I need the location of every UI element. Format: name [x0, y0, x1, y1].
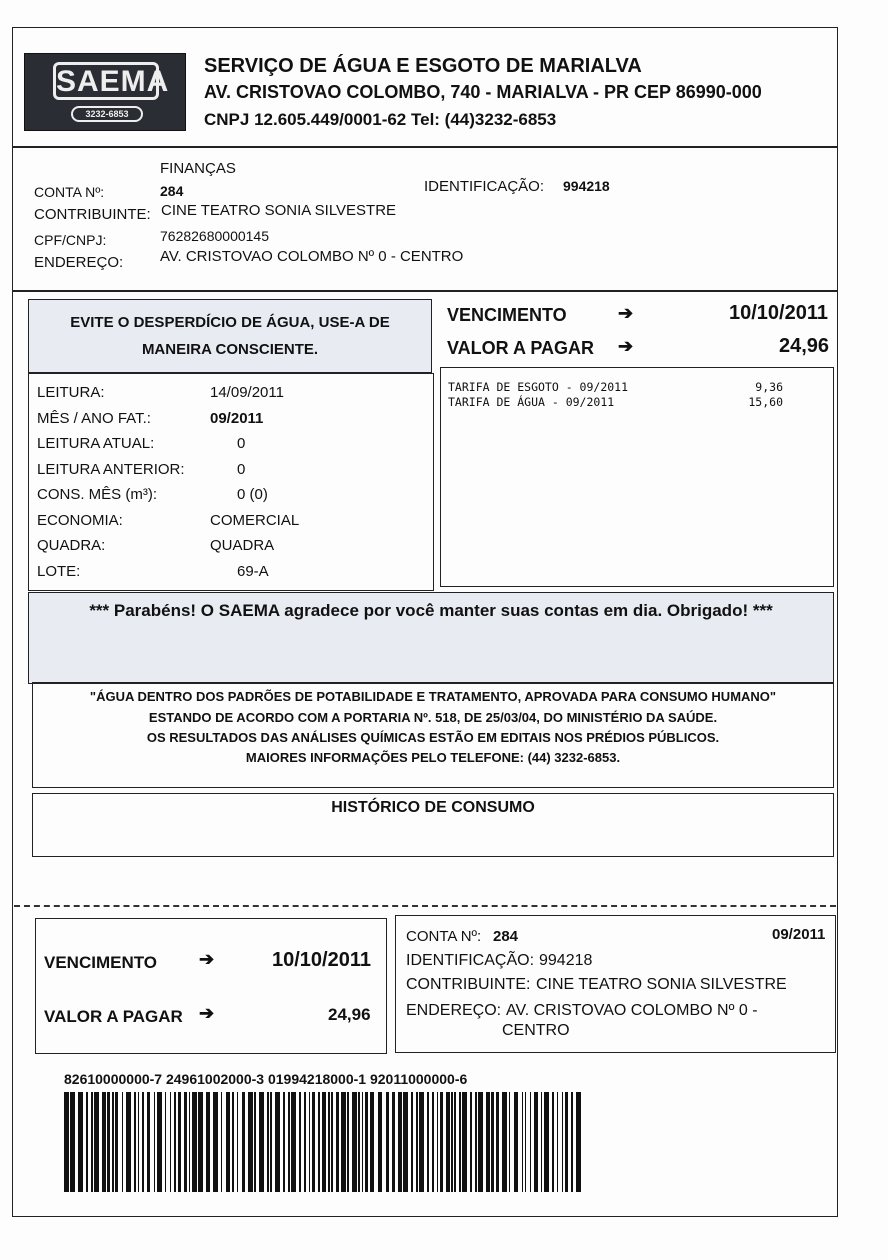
reading-label: QUADRA:	[37, 537, 106, 554]
charge-value: 9,36	[755, 380, 783, 394]
stub-ident-value: 994218	[539, 952, 593, 969]
conta-value: 284	[160, 183, 184, 199]
stub-conta-value: 284	[493, 928, 519, 945]
section-label: FINANÇAS	[160, 160, 236, 177]
history-box	[32, 793, 834, 857]
header-divider	[12, 146, 838, 148]
reading-label: LEITURA ATUAL:	[37, 435, 155, 452]
saema-logo	[24, 53, 186, 131]
stub-due-box	[35, 918, 387, 1054]
quality-line: MAIORES INFORMAÇÕES PELO TELEFONE: (44) 3232-6853.	[245, 750, 621, 765]
contribuinte-label: CONTRIBUINTE:	[34, 206, 151, 223]
reading-value: QUADRA	[210, 537, 275, 554]
arrow-right-icon: ➔	[618, 336, 634, 356]
account-divider	[12, 290, 838, 292]
endereco-value: AV. CRISTOVAO COLOMBO Nº 0 - CENTRO	[160, 248, 464, 265]
cpf-label: CPF/CNPJ:	[34, 232, 107, 248]
history-title: HISTÓRICO DE CONSUMO	[331, 799, 535, 816]
stub-period: 09/2011	[772, 926, 826, 943]
vencimento-label: VENCIMENTO	[447, 305, 567, 325]
reading-label: LOTE:	[37, 562, 81, 580]
arrow-right-icon: ➔	[199, 949, 215, 969]
reading-label: LEITURA ANTERIOR:	[37, 460, 185, 478]
barcode-bar	[581, 1092, 584, 1192]
reading-label: CONS. MÊS (m³):	[37, 486, 157, 503]
arrow-right-icon: ➔	[618, 303, 634, 323]
thank-you-message: *** Parabéns! O SAEMA agradece por você manter suas contas em dia. Obrigado! ***	[89, 601, 773, 620]
stub-contribuinte-value: CINE TEATRO SONIA SILVESTRE	[536, 976, 787, 993]
company-address: AV. CRISTOVAO COLOMBO, 740 - MARIALVA - PR CEP 86990-000	[204, 82, 762, 102]
stub-valor-label: VALOR A PAGAR	[44, 1007, 183, 1026]
stub-ident-label: IDENTIFICAÇÃO:	[406, 952, 535, 969]
reading-box	[28, 373, 434, 591]
reading-value: 0	[237, 435, 246, 452]
stub-vencimento-label: VENCIMENTO	[44, 953, 158, 972]
arrow-right-icon: ➔	[199, 1003, 215, 1023]
company-cnpj-tel: CNPJ 12.605.449/0001-62 Tel: (44)3232-6853	[204, 110, 557, 129]
conta-label: CONTA Nº:	[34, 184, 105, 200]
stub-endereco-value-1: AV. CRISTOVAO COLOMBO Nº 0 -	[506, 1002, 758, 1019]
stub-endereco-label: ENDEREÇO:	[406, 1002, 502, 1019]
reading-value: 0	[237, 460, 246, 478]
reading-value: 09/2011	[210, 409, 264, 427]
ident-label: IDENTIFICAÇÃO:	[424, 178, 545, 195]
cpf-value: 76282680000145	[160, 228, 270, 244]
charge-description: TARIFA DE ÁGUA - 09/2011	[448, 395, 615, 409]
quality-line: OS RESULTADOS DAS ANÁLISES QUÍMICAS ESTÃO EM EDITAIS NOS PRÉDIOS PÚBLICOS.	[146, 730, 720, 745]
reading-label: ECONOMIA:	[37, 511, 123, 529]
water-notice-box	[28, 299, 432, 373]
notice-line-2: MANEIRA CONSCIENTE.	[141, 341, 319, 358]
perforation-line	[14, 905, 836, 907]
stub-conta-label: CONTA Nº:	[406, 928, 482, 945]
reading-label: MÊS / ANO FAT.:	[37, 409, 151, 427]
logo-phone: 3232-6853	[71, 106, 143, 122]
stub-vencimento-value: 10/10/2011	[272, 949, 371, 971]
reading-value: COMERCIAL	[210, 511, 300, 529]
logo-text: SAEMA	[53, 62, 159, 100]
valor-label: VALOR A PAGAR	[447, 338, 594, 358]
company-name: SERVIÇO DE ÁGUA E ESGOTO DE MARIALVA	[204, 55, 642, 77]
charges-box	[440, 367, 834, 587]
barcode	[64, 1092, 586, 1192]
reading-value: 14/09/2011	[210, 384, 284, 401]
ident-value: 994218	[563, 178, 610, 194]
reading-label: LEITURA:	[37, 384, 105, 401]
stub-account-box	[395, 915, 836, 1053]
reading-value: 0 (0)	[237, 486, 268, 503]
notice-line-1: EVITE O DESPERDÍCIO DE ÁGUA, USE-A DE	[70, 314, 390, 331]
charge-value: 15,60	[748, 395, 783, 409]
stub-valor-value: 24,96	[328, 1005, 371, 1024]
barcode-number: 82610000000-7 24961002000-3 01994218000-1 92011000000-6	[64, 1071, 468, 1087]
endereco-label: ENDEREÇO:	[34, 254, 124, 271]
stub-endereco-value-2: CENTRO	[502, 1022, 570, 1039]
quality-line: ESTANDO DE ACORDO COM A PORTARIA Nº. 518, DE 25/03/04, DO MINISTÉRIO DA SAÚDE.	[148, 710, 718, 725]
thank-you-box	[28, 592, 834, 684]
charge-description: TARIFA DE ESGOTO - 09/2011	[448, 380, 629, 394]
reading-value: 69-A	[237, 562, 269, 580]
quality-line: "ÁGUA DENTRO DOS PADRÕES DE POTABILIDADE E TRATAMENTO, APROVADA PARA CONSUMO HUMANO"	[89, 689, 777, 704]
valor-value: 24,96	[779, 335, 830, 357]
stub-contribuinte-label: CONTRIBUINTE:	[406, 976, 531, 993]
contribuinte-value: CINE TEATRO SONIA SILVESTRE	[161, 202, 397, 219]
quality-box	[32, 682, 834, 788]
vencimento-value: 10/10/2011	[729, 302, 828, 324]
